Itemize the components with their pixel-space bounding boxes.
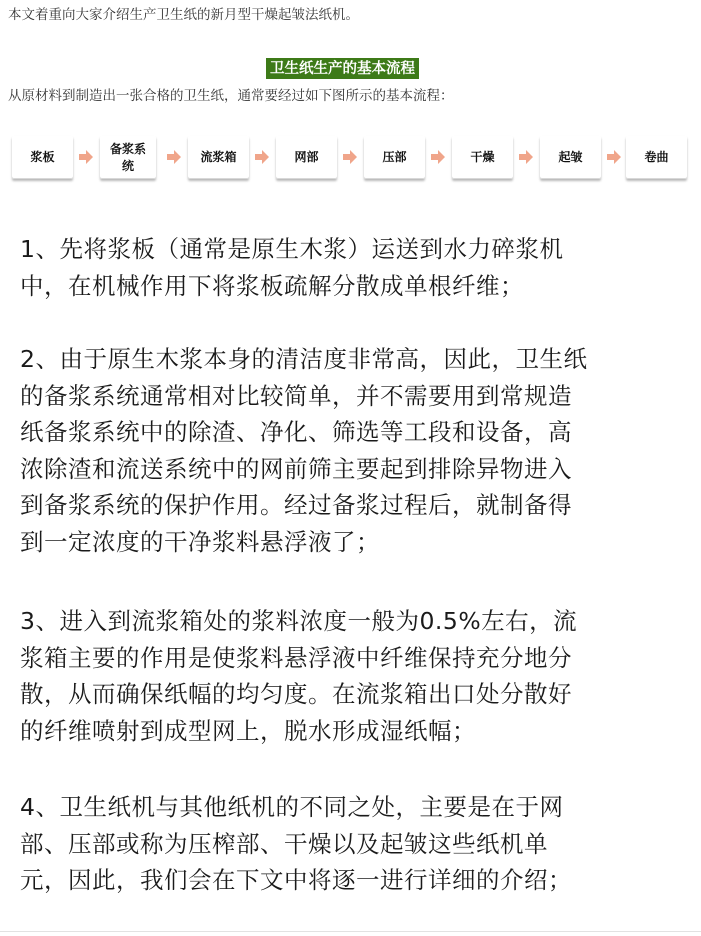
flow-step-pulp-board: 浆板 <box>12 136 73 179</box>
flow-step-stock-prep: 备浆系统 <box>100 136 156 179</box>
flow-intro-text: 从原材料到制造出一张合格的卫生纸，通常要经过如下图所示的基本流程： <box>8 88 454 104</box>
flow-arrow-icon <box>431 150 445 164</box>
paragraph-step-4: 4、卫生纸机与其他纸机的不同之处，主要是在于网部、压部或称为压榨部、干燥以及起皱这些纸机单元，因此，我们会在下文中将逐一进行详细的介绍； <box>20 793 572 894</box>
process-flow-diagram <box>12 136 688 182</box>
flow-step-wire-section: 网部 <box>276 136 337 179</box>
flow-arrow-icon <box>343 150 357 164</box>
paragraph-step-2: 2、由于原生木浆本身的清洁度非常高，因此，卫生纸的备浆系统通常相对比较简单，并不需要用到常规造纸备浆系统中的除渣、净化、筛选等工段和设备，高浓除渣和流送系统中的网前筛主要起到排除异物进入到备浆系统的保护作用。经过备浆过程后，就制备得到一定浓度的干净浆料悬浮液了； <box>20 345 588 556</box>
flow-step-headbox: 流浆箱 <box>188 136 249 179</box>
flow-step-press-section: 压部 <box>364 136 425 179</box>
bottom-divider <box>0 931 701 932</box>
intro-text: 本文着重向大家介绍生产卫生纸的新月型干燥起皱法纸机。 <box>8 7 359 23</box>
flow-arrow-icon <box>255 150 269 164</box>
paragraph-step-1: 1、先将浆板（通常是原生木浆）运送到水力碎浆机中，在机械作用下将浆板疏解分散成单根纤维； <box>20 235 564 300</box>
flow-arrow-icon <box>519 150 533 164</box>
flow-arrow-icon <box>607 150 621 164</box>
flow-step-creping: 起皱 <box>540 136 601 179</box>
paragraph-step-3: 3、进入到流浆箱处的浆料浓度一般为0.5%左右，流浆箱主要的作用是使浆料悬浮液中纤维保持充分地分散，从而确保纸幅的均匀度。在流浆箱出口处分散好的纤维喷射到成型网上，脱水形成湿纸幅； <box>20 607 578 745</box>
flow-arrow-icon <box>79 150 93 164</box>
flow-arrow-icon <box>167 150 181 164</box>
flow-step-reeling: 卷曲 <box>626 136 687 179</box>
section-title: 卫生纸生产的基本流程 <box>266 58 419 79</box>
flow-step-drying: 干燥 <box>452 136 513 179</box>
